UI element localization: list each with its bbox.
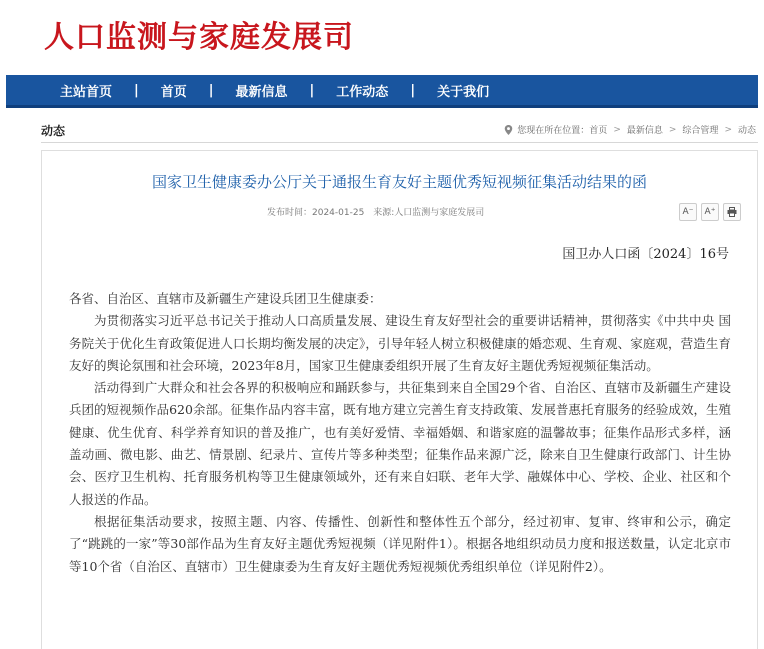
nav-item-home[interactable]: 首页: [160, 84, 187, 100]
document-number: 国卫办人口函〔2024〕16号: [562, 247, 729, 262]
main-nav: [6, 75, 758, 108]
nav-item-main-home[interactable]: 主站首页: [60, 84, 113, 100]
breadcrumb: [504, 123, 756, 136]
location-pin-icon: [504, 125, 513, 135]
article-title: 国家卫生健康委办公厅关于通报生育友好主题优秀短视频征集活动结果的函: [151, 173, 647, 191]
body-paragraph: 为贯彻落实习近平总书记关于推动人口高质量发展、建设生育友好型社会的重要讲话精神，贯彻落实《中共中央 国务院关于优化生育政策促进人口长期均衡发展的决定》，引导年轻人树立积极健康的婚恋观、生育观、家庭观，营造生育友好的舆论氛围和社会环境，2023年8月，国家卫生健康委组织开展了生育友好主题优秀短视频征集活动。: [69, 313, 731, 373]
article-meta: [267, 205, 490, 218]
site-title: 人口监测与家庭发展司: [44, 20, 354, 55]
article-body: [69, 288, 731, 578]
breadcrumb-item-latest[interactable]: 最新信息: [626, 126, 663, 136]
breadcrumb-item-news[interactable]: 动态: [737, 126, 756, 136]
section-bar: [41, 118, 758, 143]
breadcrumb-separator: >: [724, 124, 732, 135]
breadcrumb-separator: >: [613, 124, 621, 135]
nav-separator: |: [134, 82, 139, 98]
nav-separator: |: [309, 82, 315, 98]
print-button[interactable]: [723, 203, 741, 221]
publish-time: 发布时间：2024-01-25: [267, 208, 365, 218]
nav-separator: |: [208, 82, 214, 98]
font-larger-button[interactable]: A⁺: [701, 203, 719, 221]
body-paragraph: 根据征集活动要求，按照主题、内容、传播性、创新性和整体性五个部分，经过初审、复审、终审和公示，确定了“跳跳的一家”等30部作品为生育友好主题优秀短视频（详见附件1）。根据各地组织动员力度和报送数量，认定北京市等10个省（自治区、直辖市）卫生健康委为生育友好主题优秀短视频优秀组织单位（详见附件2）。: [69, 513, 731, 574]
breadcrumb-item-home[interactable]: 首页: [589, 126, 608, 136]
breadcrumb-item-general[interactable]: 综合管理: [682, 126, 719, 136]
article-panel: [41, 150, 758, 649]
article-tools: [679, 203, 741, 221]
article-source: 来源:人口监测与家庭发展司: [373, 208, 485, 218]
body-paragraph: 活动得到广大群众和社会各界的积极响应和踊跃参与，共征集到来自全国29个省、自治区、直辖市及新疆生产建设兵团的短视频作品620余部。征集作品内容丰富，既有地方建立完善生育支持政策、发展普惠托育服务的经验成效，生殖健康、优生优育、科学养育知识的普及推广，也有美好爱情、幸福婚姻、和谐家庭的温馨故事；征集作品形式多样，涵盖动画、微电影、曲艺、情景剧、纪录片、宣传片等多种类型；征集作品来源广泛，除来自卫生健康行政部门、计生协会、医疗卫生机构、托育服务机构等卫生健康领域外，还有来自妇联、老年大学、融媒体中心、学校、企业、社区和个人报送的作品。: [69, 380, 731, 507]
nav-item-about[interactable]: 关于我们: [437, 84, 490, 100]
nav-separator: |: [410, 82, 416, 98]
breadcrumb-separator: >: [668, 124, 677, 135]
font-smaller-button[interactable]: A⁻: [679, 203, 697, 221]
nav-item-work[interactable]: 工作动态: [336, 84, 389, 100]
section-label: 动态: [41, 124, 66, 138]
print-icon: [727, 207, 737, 217]
breadcrumb-prefix: 您现在所在位置：: [517, 126, 590, 136]
salutation: 各省、自治区、直辖市及新疆生产建设兵团卫生健康委：: [69, 291, 382, 306]
nav-item-latest[interactable]: 最新信息: [235, 84, 288, 100]
